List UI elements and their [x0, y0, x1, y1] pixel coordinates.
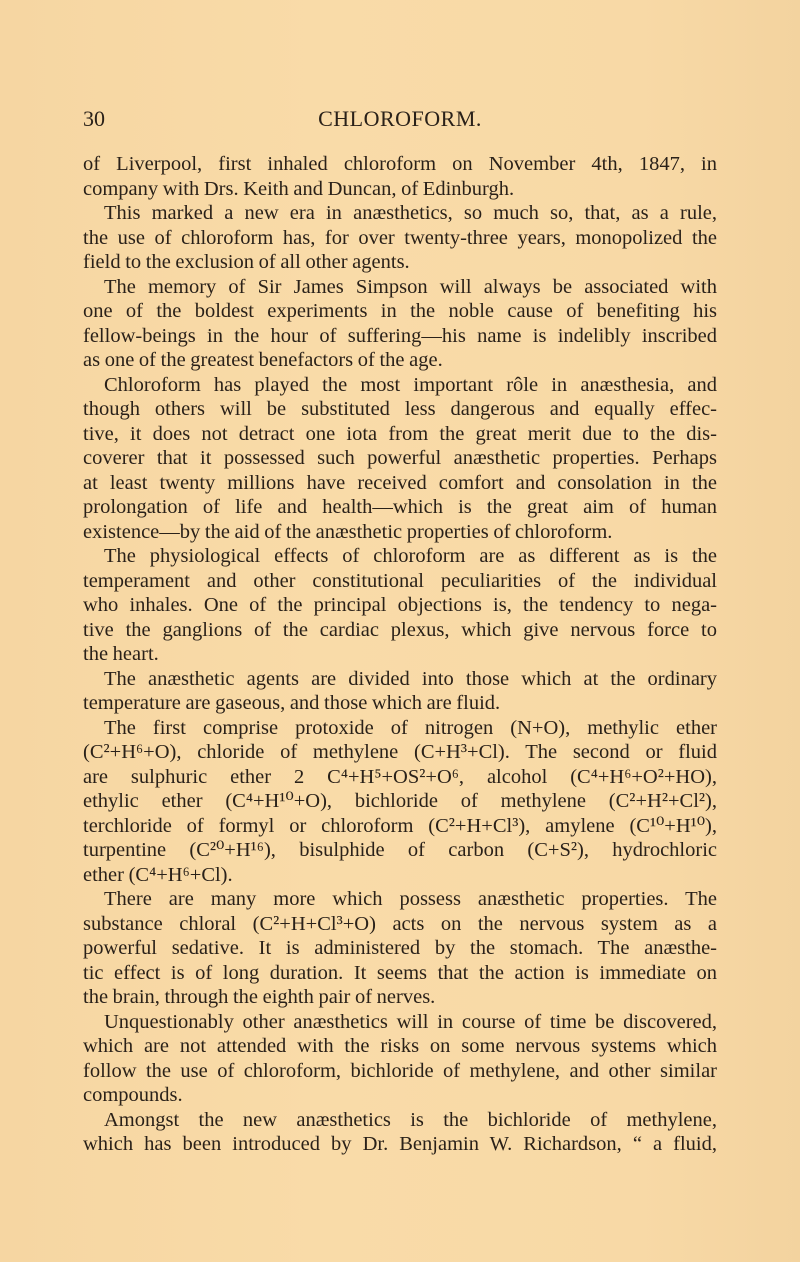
- text-line: turpentine (C²⁰+H¹⁶), bisulphide of carbon (C+S²), hydrochloric: [83, 839, 717, 861]
- text-line: (C²+H⁶+O), chloride of methylene (C+H³+Cl). The second or fluid: [83, 741, 717, 763]
- text-line: Unquestionably other anæsthetics will in course of time be discovered,: [104, 1010, 717, 1033]
- text-line: of Liverpool, first inhaled chloroform on November 4th, 1847, in: [83, 153, 717, 175]
- text-line: which has been introduced by Dr. Benjamin W. Richardson, “ a fluid,: [83, 1133, 717, 1155]
- running-title: CHLOROFORM.: [318, 106, 482, 131]
- text-line: The memory of Sir James Simpson will always be associated with: [104, 275, 717, 298]
- paragraph: [83, 275, 717, 373]
- text-line: terchloride of formyl or chloroform (C²+H+Cl³), amylene (C¹⁰+H¹⁰),: [83, 814, 717, 837]
- text-line: tive, it does not detract one iota from the great merit due to the dis-: [83, 422, 717, 445]
- text-line: are sulphuric ether 2 C⁴+H⁵+OS²+O⁶, alcohol (C⁴+H⁶+O²+HO),: [83, 765, 717, 788]
- paragraph: [83, 1010, 717, 1108]
- text-line: ethylic ether (C⁴+H¹⁰+O), bichloride of methylene (C²+H²+Cl²),: [83, 790, 717, 812]
- text-line: tic effect is of long duration. It seems that the action is immediate on: [83, 961, 717, 984]
- text-line: one of the boldest experiments in the noble cause of benefiting his: [83, 300, 717, 322]
- text-line: coverer that it possessed such powerful anæsthetic properties. Perhaps: [83, 447, 717, 469]
- paragraph: [83, 373, 717, 545]
- text-line: prolongation of life and health—which is the great aim of human: [83, 496, 717, 518]
- running-header: [83, 106, 717, 134]
- text-line: the use of chloroform has, for over twenty-three years, monopolized the: [83, 226, 717, 249]
- body-text: [83, 152, 717, 1157]
- text-line: as one of the greatest benefactors of the age.: [83, 349, 443, 371]
- text-line: compounds.: [83, 1084, 183, 1106]
- paragraph: [83, 667, 717, 716]
- text-line: field to the exclusion of all other agents.: [83, 251, 410, 273]
- text-line: temperature are gaseous, and those which are fluid.: [83, 692, 501, 714]
- text-line: powerful sedative. It is administered by the stomach. The anæsthe-: [83, 937, 717, 959]
- text-line: The physiological effects of chloroform are as different as is the: [104, 545, 717, 567]
- text-line: tive the ganglions of the cardiac plexus, which give nervous force to: [83, 618, 717, 641]
- text-line: the brain, through the eighth pair of nerves.: [83, 986, 436, 1008]
- text-line: fellow-beings in the hour of suffering—his name is indelibly inscribed: [83, 324, 717, 347]
- text-line: which are not attended with the risks on some nervous systems which: [83, 1035, 717, 1057]
- text-line: temperament and other constitutional peculiarities of the individual: [83, 569, 717, 592]
- text-line: the heart.: [83, 643, 159, 665]
- paragraph: [83, 716, 717, 888]
- paragraph: [83, 201, 717, 275]
- text-line: There are many more which possess anæsthetic properties. The: [104, 888, 717, 910]
- text-line: ether (C⁴+H⁶+Cl).: [83, 863, 233, 886]
- paragraph: [83, 887, 717, 1010]
- text-line: company with Drs. Keith and Duncan, of Edinburgh.: [83, 177, 515, 200]
- text-line: substance chloral (C²+H+Cl³+O) acts on the nervous system as a: [83, 912, 717, 935]
- page-number: 30: [83, 106, 105, 131]
- paragraph: [83, 544, 717, 667]
- text-line: who inhales. One of the principal objections is, the tendency to nega-: [83, 594, 717, 616]
- text-line: though others will be substituted less dangerous and equally effec-: [83, 398, 717, 420]
- text-line: Chloroform has played the most important rôle in anæsthesia, and: [104, 373, 717, 396]
- text-line: Amongst the new anæsthetics is the bichloride of methylene,: [104, 1108, 717, 1131]
- text-line: follow the use of chloroform, bichloride of methylene, and other similar: [83, 1059, 717, 1082]
- text-line: existence—by the aid of the anæsthetic properties of chloroform.: [83, 520, 613, 543]
- paragraph: [83, 152, 717, 201]
- text-line: The first comprise protoxide of nitrogen (N+O), methylic ether: [104, 716, 717, 739]
- text-line: at least twenty millions have received comfort and consolation in the: [83, 471, 717, 494]
- text-line: This marked a new era in anæsthetics, so much so, that, as a rule,: [104, 202, 717, 224]
- paragraph: [83, 1108, 717, 1157]
- text-line: The anæsthetic agents are divided into those which at the ordinary: [104, 667, 717, 690]
